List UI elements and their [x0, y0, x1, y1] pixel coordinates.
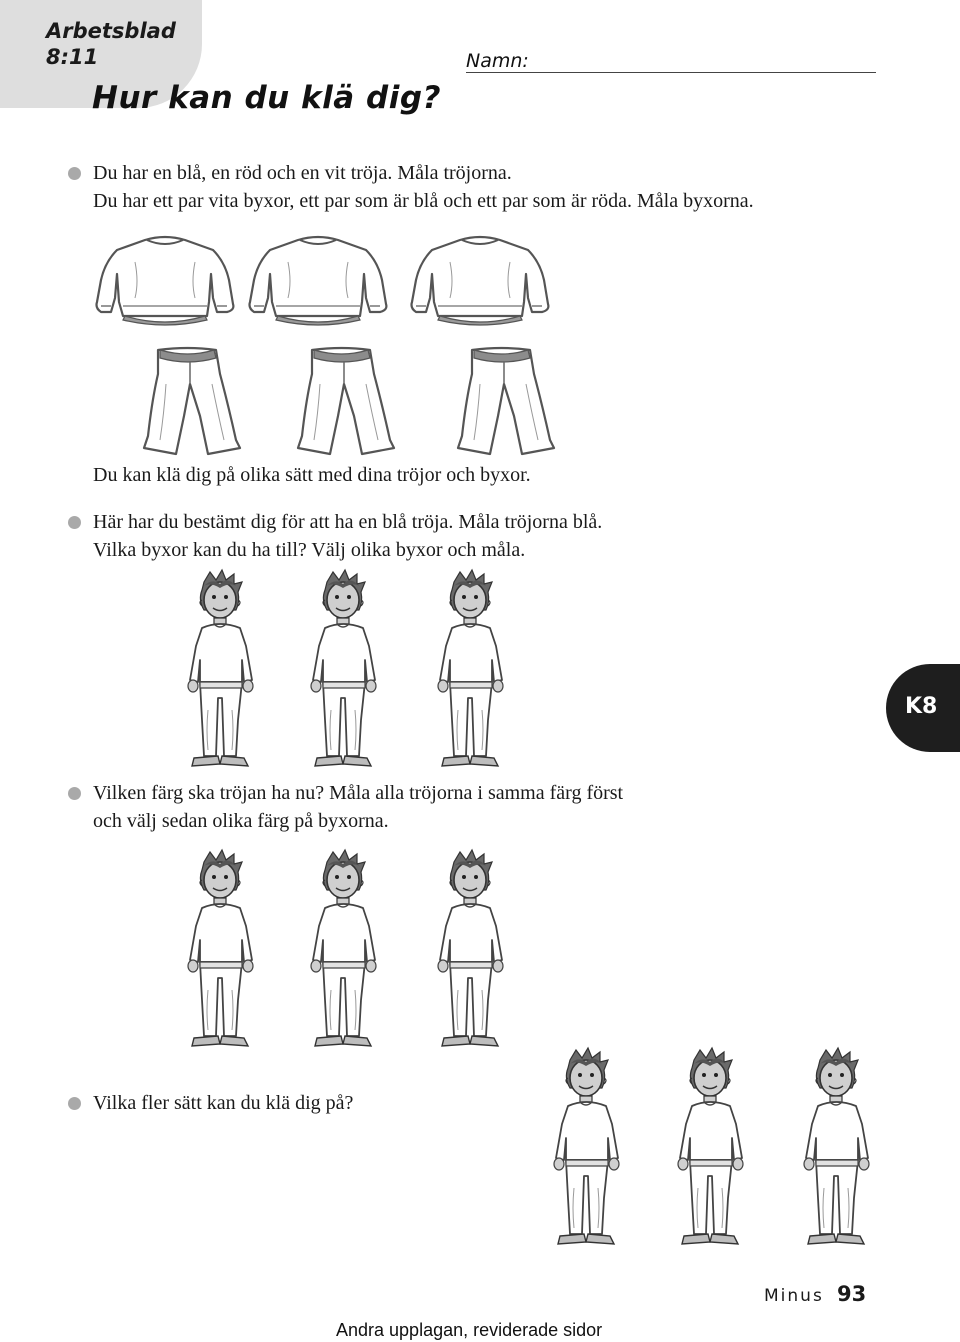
boy-figure-row2-1[interactable] [190, 850, 254, 1048]
boy-figure-row2-3[interactable] [440, 850, 504, 1048]
task1-line2: Du har ett par vita byxor, ett par som är blå och ett par som är röda. Måla byxorna. [93, 190, 754, 212]
bullet-dot-icon [68, 516, 81, 529]
task4-line1: Vilka fler sätt kan du klä dig på? [93, 1092, 354, 1114]
boy-figure-row3-1[interactable] [556, 1048, 620, 1246]
bullet-dot-icon [68, 787, 81, 800]
sweater-2[interactable] [248, 232, 388, 330]
boy-figure-row1-2[interactable] [313, 570, 377, 768]
worksheet-label-title: Arbetsblad [46, 19, 176, 43]
task2-line1: Här har du bestämt dig för att ha en blå tröja. Måla tröjorna blå. [93, 511, 603, 533]
footer-edition-note: Andra upplagan, reviderade sidor [336, 1320, 603, 1340]
info-line: Du kan klä dig på olika sätt med dina tröjor och byxor. [93, 464, 531, 486]
task2-line2: Vilka byxor kan du ha till? Välj olika byxor och måla. [93, 539, 526, 561]
boy-figure-row1-1[interactable] [190, 570, 254, 768]
footer-page-number: 93 [837, 1282, 867, 1306]
task1-line1: Du har en blå, en röd och en vit tröja. Måla tröjorna. [93, 162, 512, 184]
sweater-3[interactable] [410, 232, 550, 330]
worksheet-label [46, 18, 176, 70]
name-field-label: Namn: [466, 50, 529, 72]
bullet-dot-icon [68, 167, 81, 180]
trousers-1[interactable] [136, 344, 248, 458]
chapter-tab-label: K8 [905, 694, 938, 719]
trousers-3[interactable] [450, 344, 562, 458]
trousers-2[interactable] [290, 344, 402, 458]
worksheet-number: 8:11 [46, 45, 99, 69]
name-field-line[interactable] [466, 72, 876, 73]
boy-figure-row1-3[interactable] [440, 570, 504, 768]
boy-figure-row2-2[interactable] [313, 850, 377, 1048]
sweater-1[interactable] [95, 232, 235, 330]
boy-figure-row3-2[interactable] [680, 1048, 744, 1246]
bullet-dot-icon [68, 1097, 81, 1110]
task3-line1: Vilken färg ska tröjan ha nu? Måla alla tröjorna i samma färg först [93, 782, 624, 804]
task3-line2: och välj sedan olika färg på byxorna. [93, 810, 389, 832]
footer-book-title: Minus [764, 1286, 824, 1306]
page-title: Hur kan du klä dig? [92, 80, 441, 116]
boy-figure-row3-3[interactable] [806, 1048, 870, 1246]
